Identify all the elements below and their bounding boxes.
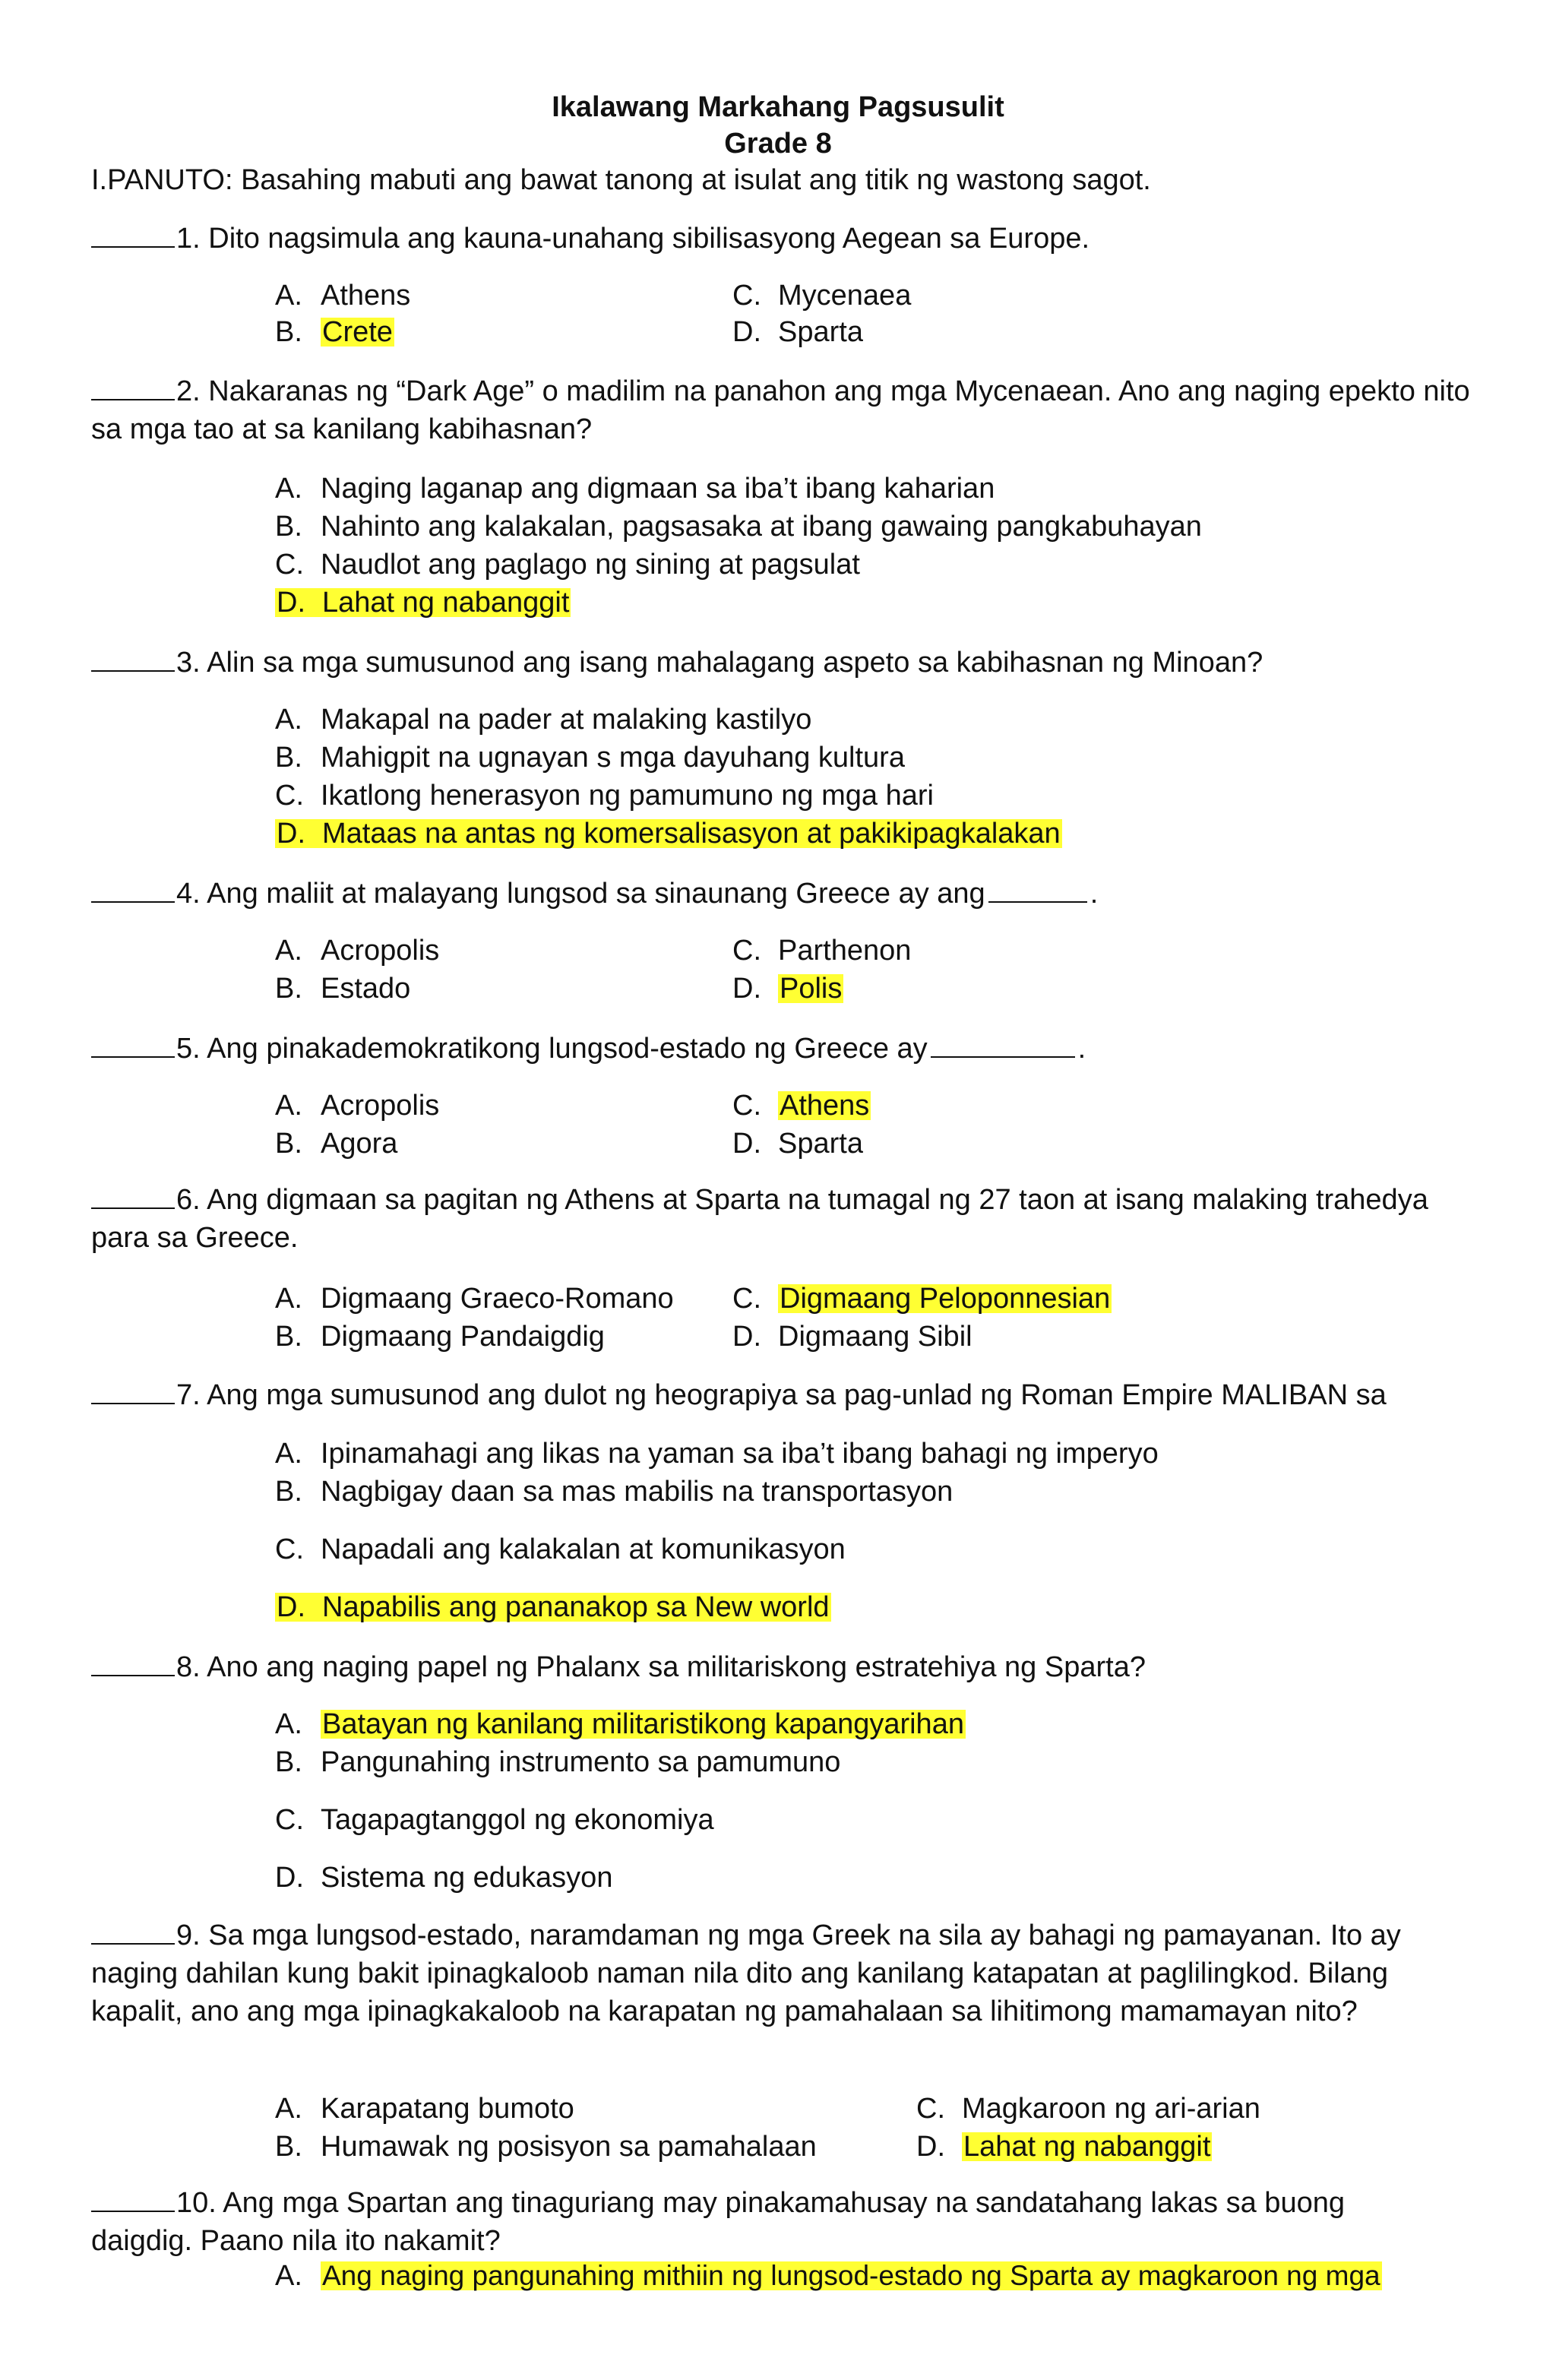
option-4a: A. Acropolis xyxy=(275,935,440,967)
question-stem: 5. Ang pinakademokratikong lungsod-estado ng Greece ay xyxy=(176,1033,928,1065)
answer-blank[interactable] xyxy=(91,2188,175,2212)
option-3d xyxy=(275,819,1062,848)
option-4c: C. Parthenon xyxy=(732,935,912,967)
option-5c: C. Athens xyxy=(732,1090,870,1122)
option-7a: A. Ipinamahagi ang likas na yaman sa iba’t ibang bahagi ng imperyo xyxy=(275,1438,1159,1470)
option-10a: A. Ang naging pangunahing mithiin ng lungsod-estado ng Sparta ay magkaroon ng mga xyxy=(275,2260,1380,2292)
option-7b: B. Nagbigay daan sa mas mabilis na transportasyon xyxy=(275,1476,954,1508)
option-9d: D. Lahat ng nabanggit xyxy=(916,2131,1211,2163)
grade-label: Grade 8 xyxy=(724,128,832,160)
question-4: 4. Ang maliit at malayang lungsod sa sinaunang Greece ay ang . xyxy=(91,878,1098,908)
option-6a: A. Digmaang Graeco-Romano xyxy=(275,1283,674,1315)
option-8a: A. Batayan ng kanilang militaristikong kapangyarihan xyxy=(275,1708,964,1740)
fill-blank[interactable] xyxy=(988,878,1087,903)
highlighted-answer: D. Lahat ng nabanggit xyxy=(277,587,570,619)
question-stem: 6. Ang digmaan sa pagitan ng Athens at Sparta na tumagal ng 27 taon at isang malaking trahedya para sa Greece. xyxy=(91,1184,1428,1254)
question-5: 5. Ang pinakademokratikong lungsod-estado ng Greece ay . xyxy=(91,1033,1086,1063)
option-8b: B. Pangunahing instrumento sa pamumuno xyxy=(275,1746,841,1778)
option-3c: C. Ikatlong henerasyon ng pamumuno ng mga hari xyxy=(275,780,934,812)
option-3a: A. Makapal na pader at malaking kastilyo xyxy=(275,704,812,736)
highlighted-answer: Crete xyxy=(322,316,393,348)
highlighted-answer: Ang naging pangunahing mithiin ng lungsod-estado ng Sparta ay magkaroon ng mga xyxy=(322,2260,1380,2291)
question-stem: 3. Alin sa mga sumusunod ang isang mahalagang aspeto sa kabihasnan ng Minoan? xyxy=(176,647,1263,679)
answer-blank[interactable] xyxy=(91,647,175,672)
fill-blank[interactable] xyxy=(931,1033,1075,1058)
option-1b: B. Crete xyxy=(275,316,393,348)
option-4d: D. Polis xyxy=(732,973,843,1005)
option-4b: B. Estado xyxy=(275,973,411,1005)
question-stem: 7. Ang mga sumusunod ang dulot ng heograpiya sa pag-unlad ng Roman Empire MALIBAN sa xyxy=(176,1379,1387,1411)
option-9a: A. Karapatang bumoto xyxy=(275,2093,574,2125)
highlighted-answer: D. Mataas na antas ng komersalisasyon at pakikipagkalakan xyxy=(277,818,1061,850)
option-5b: B. Agora xyxy=(275,1128,398,1160)
answer-blank[interactable] xyxy=(91,1033,175,1058)
question-6 xyxy=(91,1181,1474,1257)
question-7 xyxy=(91,1380,1387,1410)
highlighted-answer: Polis xyxy=(780,973,843,1005)
option-6d: D. Digmaang Sibil xyxy=(732,1321,972,1353)
option-7c: C. Napadali ang kalakalan at komunikasyon xyxy=(275,1533,846,1565)
answer-blank[interactable] xyxy=(91,1652,175,1676)
question-stem: 2. Nakaranas ng “Dark Age” o madilim na panahon ang mga Mycenaean. Ano ang naging epekto nito sa mga tao at sa kanilang kabihasnan? xyxy=(91,375,1470,445)
option-2b: B. Nahinto ang kalakalan, pagsasaka at ibang gawaing pangkabuhayan xyxy=(275,511,1202,543)
option-1a: A. Athens xyxy=(275,280,411,312)
highlighted-answer: Athens xyxy=(780,1090,870,1122)
question-stem: 4. Ang maliit at malayang lungsod sa sinaunang Greece ay ang xyxy=(176,878,985,910)
question-stem: 8. Ano ang naging papel ng Phalanx sa militariskong estratehiya ng Sparta? xyxy=(176,1651,1146,1683)
answer-blank[interactable] xyxy=(91,376,175,400)
option-5d: D. Sparta xyxy=(732,1128,863,1160)
question-9 xyxy=(91,1916,1474,2030)
highlighted-answer: D. Napabilis ang pananakop sa New world xyxy=(277,1591,830,1623)
option-7d xyxy=(275,1593,831,1622)
option-5a: A. Acropolis xyxy=(275,1090,440,1122)
option-8c: C. Tagapagtanggol ng ekonomiya xyxy=(275,1804,714,1836)
question-1 xyxy=(91,223,1090,253)
answer-blank[interactable] xyxy=(91,223,175,248)
option-6b: B. Digmaang Pandaigdig xyxy=(275,1321,605,1353)
option-9c: C. Magkaroon ng ari-arian xyxy=(916,2093,1260,2125)
question-stem: 10. Ang mga Spartan ang tinaguriang may pinakamahusay na sandatahang lakas sa buong daigdig. Paano nila ito nakamit? xyxy=(91,2187,1345,2257)
question-stem: 9. Sa mga lungsod-estado, naramdaman ng mga Greek na sila ay bahagi ng pamayanan. Ito ay naging dahilan kung bakit ipinagkaloob naman nila dito ang kanilang katapatan at paglilingkod. Bilang kapalit, ano ang mga ipinagkakaloob na karapatan ng pamahalaan sa lihitimong mamamayan nito? xyxy=(91,1920,1401,2027)
highlighted-answer: Lahat ng nabanggit xyxy=(963,2131,1211,2163)
option-6c: C. Digmaang Peloponnesian xyxy=(732,1283,1111,1315)
option-3b: B. Mahigpit na ugnayan s mga dayuhang kultura xyxy=(275,742,905,774)
option-8d: D. Sistema ng edukasyon xyxy=(275,1862,613,1894)
answer-blank[interactable] xyxy=(91,1185,175,1209)
option-2d xyxy=(275,588,571,617)
question-8 xyxy=(91,1652,1146,1682)
option-1d: D. Sparta xyxy=(732,316,863,348)
highlighted-answer: Batayan ng kanilang militaristikong kapangyarihan xyxy=(322,1708,964,1740)
exam-title: Ikalawang Markahang Pagsusulit xyxy=(552,91,1004,123)
answer-blank[interactable] xyxy=(91,1380,175,1404)
answer-blank[interactable] xyxy=(91,1920,175,1945)
option-1c: C. Mycenaea xyxy=(732,280,912,312)
option-2a: A. Naging laganap ang digmaan sa iba’t ibang kaharian xyxy=(275,473,995,505)
question-3 xyxy=(91,647,1263,677)
instructions: I.PANUTO: Basahing mabuti ang bawat tanong at isulat ang titik ng wastong sagot. xyxy=(91,164,1151,196)
option-2c: C. Naudlot ang paglago ng sining at pagsulat xyxy=(275,549,860,581)
highlighted-answer: Digmaang Peloponnesian xyxy=(780,1283,1111,1315)
question-stem: 1. Dito nagsimula ang kauna-unahang sibilisasyong Aegean sa Europe. xyxy=(176,223,1090,255)
option-9b: B. Humawak ng posisyon sa pamahalaan xyxy=(275,2131,817,2163)
question-2 xyxy=(91,372,1474,448)
answer-blank[interactable] xyxy=(91,878,175,903)
question-10 xyxy=(91,2184,1383,2260)
